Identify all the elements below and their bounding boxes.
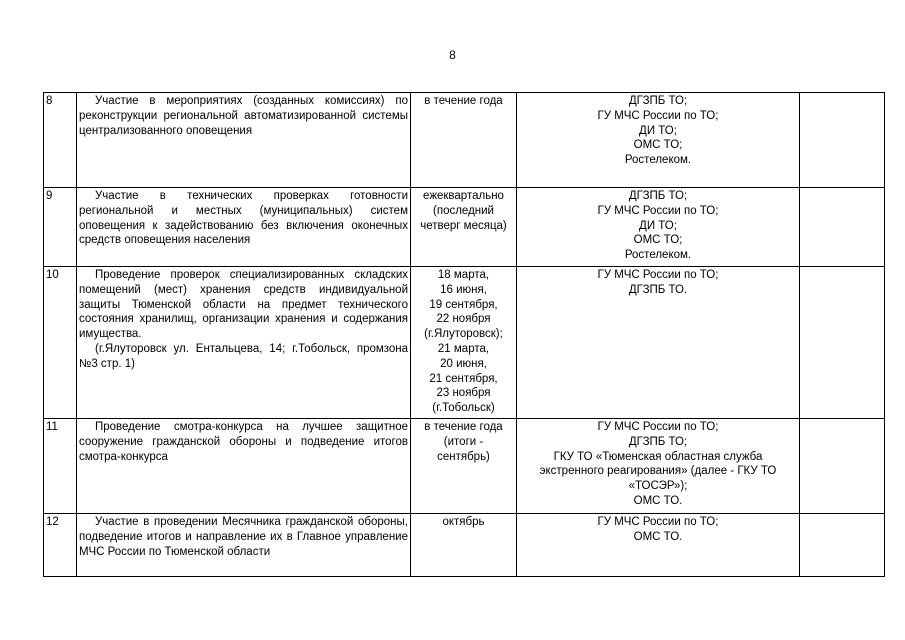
responsible-parties: [517, 418, 800, 513]
timing-line: 22 ноября: [436, 313, 491, 326]
note-cell: [800, 93, 885, 188]
responsible-line: ОМС ТО.: [633, 494, 683, 507]
responsible-line: ОМС ТО;: [633, 139, 683, 152]
table-row: [44, 513, 885, 576]
row-number: 11: [44, 418, 77, 513]
table-row: [44, 267, 885, 419]
event-description: [77, 418, 411, 513]
responsible-line: ДГЗПБ ТО;: [628, 435, 688, 448]
description-paragraph: Участие в технических проверках готовности региональной и местных (муниципальных) систем оповещения к задействованию без включения оконечных средств оповещения населения: [79, 190, 408, 247]
timing-line: четверг месяца): [420, 219, 507, 232]
event-description: [77, 93, 411, 188]
event-timing: [411, 267, 517, 419]
description-paragraph: (г.Ялуторовск ул. Ентальцева, 14; г.Тобольск, промзона №3 стр. 1): [79, 342, 408, 370]
timing-line: 18 марта,: [437, 269, 490, 281]
responsible-parties: [517, 188, 800, 267]
responsible-line: Ростелеком.: [624, 249, 692, 262]
responsible-line: ОМС ТО.: [633, 530, 683, 543]
event-timing: [411, 513, 517, 576]
responsible-line: экстренного реагирования» (далее - ГКУ ТО: [539, 465, 777, 478]
responsible-line: ГУ МЧС России по ТО;: [597, 269, 719, 281]
event-timing: [411, 93, 517, 188]
responsible-line: ДИ ТО;: [639, 219, 677, 232]
responsible-line: ДГЗПБ ТО.: [628, 283, 688, 296]
row-number: 8: [44, 93, 77, 188]
responsible-line: «ТОСЭР»);: [628, 480, 688, 493]
description-paragraph: Проведение смотра-конкурса на лучшее защитное сооружение гражданской обороны и подведение итогов смотра-конкурса: [79, 420, 408, 463]
timing-line: сентябрь): [437, 450, 490, 463]
responsible-line: Ростелеком.: [624, 154, 692, 167]
timing-line: (г.Тобольск): [432, 402, 495, 415]
timing-line: ежеквартально: [423, 190, 504, 202]
timing-line: (последний: [433, 204, 494, 217]
description-paragraph: Участие в проведении Месячника гражданской обороны, подведение итогов и направление их в Главное управление МЧС России по Тюменской области: [79, 515, 408, 558]
responsible-line: ДГЗПБ ТО;: [628, 95, 688, 107]
event-description: [77, 267, 411, 419]
responsible-parties: [517, 93, 800, 188]
note-cell: [800, 188, 885, 267]
note-cell: [800, 267, 885, 419]
row-number: 12: [44, 513, 77, 576]
timing-line: в течение года: [424, 95, 503, 107]
responsible-line: ГУ МЧС России по ТО;: [597, 204, 719, 217]
responsible-parties: [517, 267, 800, 419]
responsible-line: ГУ МЧС России по ТО;: [597, 109, 719, 122]
timing-line: 21 марта,: [437, 342, 490, 355]
timing-line: 21 сентября,: [429, 372, 498, 385]
timing-line: 20 июня,: [440, 357, 487, 370]
timing-line: 23 ноября: [436, 387, 491, 400]
responsible-parties: [517, 513, 800, 576]
responsible-line: ГКУ ТО «Тюменская областная служба: [553, 450, 763, 463]
timing-line: 19 сентября,: [429, 298, 498, 311]
table-row: [44, 418, 885, 513]
description-paragraph: Участие в мероприятиях (созданных комиссиях) по реконструкции региональной автоматизированной системы централизованного оповещения: [79, 95, 408, 137]
timing-line: (г.Ялуторовск);: [424, 328, 503, 341]
row-number: 9: [44, 188, 77, 267]
timing-line: в течение года: [424, 420, 503, 433]
timing-line: (итоги -: [443, 435, 484, 448]
responsible-line: ОМС ТО;: [633, 234, 683, 247]
event-description: [77, 188, 411, 267]
note-cell: [800, 513, 885, 576]
event-description: [77, 513, 411, 576]
responsible-line: ГУ МЧС России по ТО;: [597, 515, 719, 528]
description-paragraph: Проведение проверок специализированных складских помещений (мест) хранения средств индивидуальной защиты Тюменской области на предмет технического состояния хранилищ, организации хранения и содержания имущества.: [79, 269, 408, 341]
note-cell: [800, 418, 885, 513]
page-number: 8: [449, 48, 456, 62]
responsible-line: ДГЗПБ ТО;: [628, 190, 688, 202]
responsible-line: ГУ МЧС России по ТО;: [597, 420, 719, 433]
event-timing: [411, 418, 517, 513]
plan-table: [43, 92, 885, 577]
plan-table-body: [44, 93, 885, 577]
timing-line: октябрь: [442, 515, 485, 528]
timing-line: 16 июня,: [440, 283, 487, 296]
table-row: [44, 93, 885, 188]
row-number: 10: [44, 267, 77, 419]
table-row: [44, 188, 885, 267]
responsible-line: ДИ ТО;: [639, 124, 677, 137]
event-timing: [411, 188, 517, 267]
